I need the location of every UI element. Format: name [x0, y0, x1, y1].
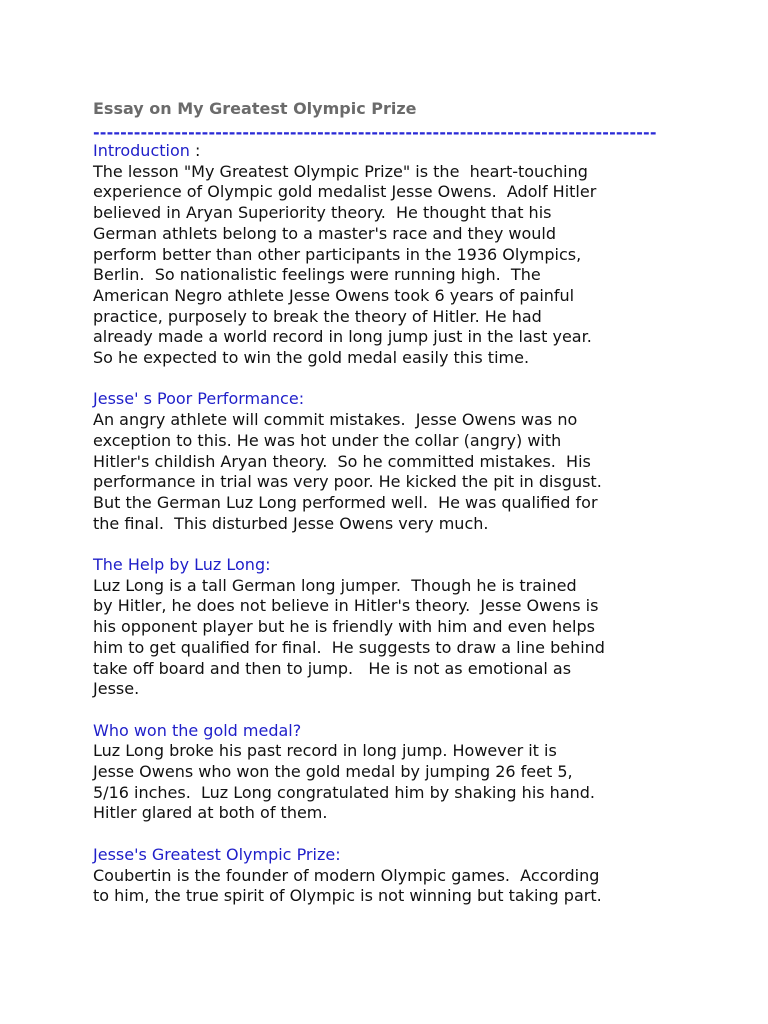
- paragraph-line: Hitler glared at both of them.: [93, 803, 328, 823]
- section-heading: Jesse's Greatest Olympic Prize:: [93, 844, 341, 864]
- paragraph-line: take off board and then to jump. He is not as emotional as: [93, 658, 572, 678]
- essay-page: [93, 98, 693, 928]
- section-heading: Who won the gold medal?: [93, 720, 302, 740]
- paragraph-line: Berlin. So nationalistic feelings were running high. The: [93, 265, 541, 285]
- paragraph-line: The lesson "My Greatest Olympic Prize" is the heart-touching: [93, 161, 588, 181]
- paragraph-line: to him, the true spirit of Olympic is not winning but taking part.: [93, 886, 602, 906]
- paragraph-line: Luz Long is a tall German long jumper. Though he is trained: [93, 575, 577, 595]
- paragraph-line: Coubertin is the founder of modern Olympic games. According: [93, 865, 600, 885]
- section-heading-suffix: :: [189, 141, 201, 160]
- paragraph-line: the final. This disturbed Jesse Owens very much.: [93, 513, 489, 533]
- section-heading: [93, 141, 693, 162]
- paragraph-line: believed in Aryan Superiority theory. He thought that his: [93, 203, 552, 223]
- paragraph-line: his opponent player but he is friendly with him and even helps: [93, 617, 595, 637]
- paragraph-line: Jesse Owens who won the gold medal by jumping 26 feet 5,: [93, 762, 573, 782]
- section-greatest-prize: [93, 845, 693, 907]
- section-help-by-luz-long: [93, 555, 693, 700]
- paragraph-line: An angry athlete will commit mistakes. Jesse Owens was no: [93, 410, 578, 430]
- paragraph-line: practice, purposely to break the theory of Hitler. He had: [93, 306, 542, 326]
- paragraph-line: So he expected to win the gold medal easily this time.: [93, 348, 530, 368]
- document-title: Essay on My Greatest Olympic Prize: [93, 99, 417, 118]
- section-heading: The Help by Luz Long:: [93, 555, 271, 575]
- section-heading-label: Introduction: [93, 141, 190, 160]
- paragraph-line: already made a world record in long jump just in the last year.: [93, 327, 592, 347]
- paragraph-line: American Negro athlete Jesse Owens took 6 years of painful: [93, 285, 575, 305]
- paragraph-line: German athlets belong to a master's race and they would: [93, 223, 556, 243]
- paragraph-line: Hitler's childish Aryan theory. So he committed mistakes. His: [93, 451, 591, 471]
- paragraph-line: exception to this. He was hot under the collar (angry) with: [93, 430, 562, 450]
- paragraph-line: by Hitler, he does not believe in Hitler's theory. Jesse Owens is: [93, 596, 599, 616]
- section-heading: Jesse' s Poor Performance:: [93, 389, 305, 409]
- paragraph-line: Luz Long broke his past record in long jump. However it is: [93, 741, 557, 761]
- section-poor-performance: [93, 389, 693, 534]
- paragraph-line: performance in trial was very poor. He kicked the pit in disgust.: [93, 472, 602, 492]
- paragraph-line: Jesse.: [93, 679, 140, 699]
- paragraph-line: But the German Luz Long performed well. He was qualified for: [93, 492, 598, 512]
- paragraph-line: him to get qualified for final. He suggests to draw a line behind: [93, 637, 605, 657]
- dashed-divider: -----------------------------------------------------------------------------------: [93, 123, 657, 142]
- paragraph-line: 5/16 inches. Luz Long congratulated him by shaking his hand.: [93, 782, 596, 802]
- paragraph-line: experience of Olympic gold medalist Jesse Owens. Adolf Hitler: [93, 182, 597, 202]
- paragraph-line: perform better than other participants in the 1936 Olympics,: [93, 244, 582, 264]
- section-introduction: [93, 141, 693, 369]
- section-gold-medal: [93, 721, 693, 825]
